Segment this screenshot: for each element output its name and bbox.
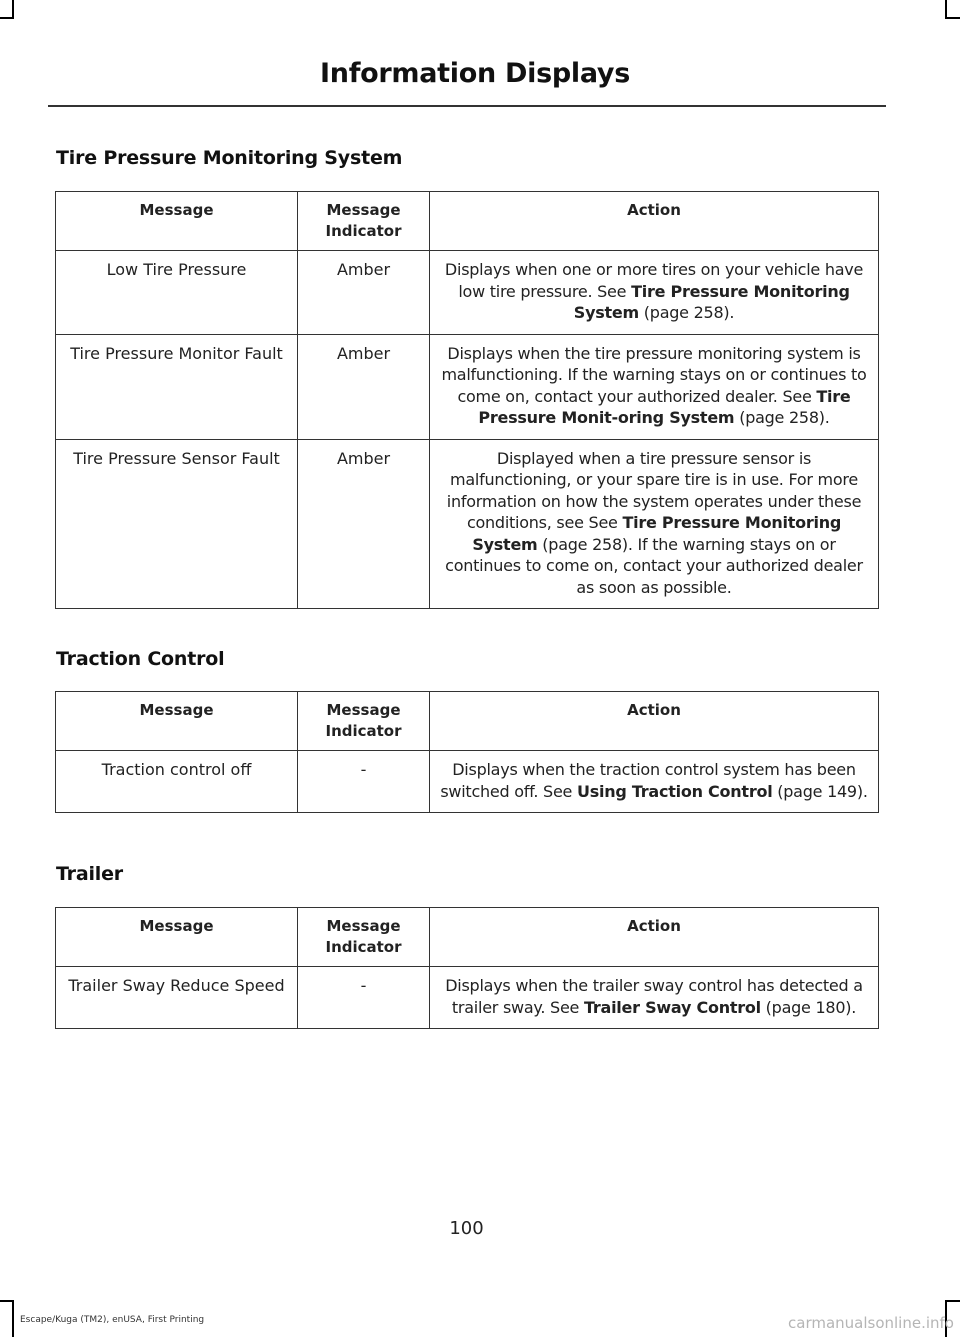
cross-reference-link[interactable]: Tire Pressure Monit-oring System: [478, 386, 851, 427]
action-text: Displays when one or more tires on your vehicle have low tire pressure. See: [444, 260, 864, 301]
section-title-tpms: Tire Pressure Monitoring System: [56, 147, 403, 169]
action-text: Displays when the trailer sway control has detected a trailer sway. See: [445, 976, 863, 1017]
cross-reference-link[interactable]: Using Traction Control: [576, 781, 773, 801]
col-header-action: Action: [430, 192, 879, 251]
action-text: (page 180).: [760, 997, 857, 1017]
table-row: [56, 751, 879, 813]
cross-reference-link[interactable]: Tire Pressure Monitoring System: [472, 513, 842, 554]
cross-reference-link[interactable]: Tire Pressure Monitoring System: [573, 281, 850, 322]
table-row: [56, 439, 879, 609]
table-header-row: [56, 908, 879, 967]
section-title-traction: Traction Control: [56, 648, 225, 670]
action-text: Displayed when a tire pressure sensor is malfunctioning, or your spare tire is in use. For more information on how the system operates under these conditions, see See: [446, 448, 862, 532]
table-row: [56, 251, 879, 335]
action-text: Displays when the tire pressure monitoring system is malfunctioning. If the warning stays on or continues to come on, contact your authorized dealer. See: [441, 343, 867, 406]
action-cell: [430, 751, 879, 813]
col-header-indicator: Message Indicator: [298, 908, 430, 967]
crop-mark: [0, 1300, 14, 1302]
indicator-cell: Amber: [298, 334, 430, 439]
action-text: Displays when the traction control system has been switched off. See: [440, 760, 856, 801]
table-header-row: [56, 692, 879, 751]
edition-footer: Escape/Kuga (TM2), enUSA, First Printing: [20, 1315, 205, 1325]
table-tpms: [55, 191, 879, 609]
action-text: (page 149).: [772, 781, 868, 801]
message-cell: Low Tire Pressure: [56, 251, 298, 335]
table-header-row: [56, 192, 879, 251]
col-header-indicator: Message Indicator: [298, 192, 430, 251]
action-cell: [430, 439, 879, 609]
cross-reference-link[interactable]: Trailer Sway Control: [583, 997, 761, 1017]
page-header-title: Information Displays: [320, 58, 630, 89]
col-header-action: Action: [430, 692, 879, 751]
action-cell: [430, 334, 879, 439]
col-header-message: Message: [56, 908, 298, 967]
col-header-message: Message: [56, 692, 298, 751]
action-cell: [430, 251, 879, 335]
crop-mark: [12, 0, 14, 18]
section-title-trailer: Trailer: [56, 863, 123, 885]
crop-mark: [945, 0, 947, 18]
indicator-cell: -: [298, 751, 430, 813]
action-text: (page 258).: [734, 408, 830, 427]
message-cell: Traction control off: [56, 751, 298, 813]
indicator-cell: Amber: [298, 439, 430, 609]
action-cell: [430, 967, 879, 1029]
table-trailer: [55, 907, 879, 1029]
table-row: [56, 334, 879, 439]
crop-mark: [945, 1300, 960, 1302]
action-text: (page 258).: [638, 303, 735, 322]
page-number: 100: [449, 1218, 484, 1239]
indicator-cell: -: [298, 967, 430, 1029]
col-header-indicator: Message Indicator: [298, 692, 430, 751]
table-body: [56, 967, 879, 1029]
table-body: [56, 251, 879, 609]
action-text: (page 258). If the warning stays on or continues to come on, contact your authorized dealer as soon as possible.: [445, 534, 863, 597]
header-rule: [48, 105, 886, 107]
watermark: carmanualsonline.info: [788, 1314, 954, 1332]
crop-mark: [12, 1300, 14, 1337]
message-cell: Tire Pressure Monitor Fault: [56, 334, 298, 439]
table-row: [56, 967, 879, 1029]
message-cell: Trailer Sway Reduce Speed: [56, 967, 298, 1029]
message-cell: Tire Pressure Sensor Fault: [56, 439, 298, 609]
table-body: [56, 751, 879, 813]
col-header-action: Action: [430, 908, 879, 967]
col-header-message: Message: [56, 192, 298, 251]
crop-mark: [945, 17, 960, 19]
crop-mark: [0, 17, 14, 19]
table-traction: [55, 691, 879, 813]
indicator-cell: Amber: [298, 251, 430, 335]
